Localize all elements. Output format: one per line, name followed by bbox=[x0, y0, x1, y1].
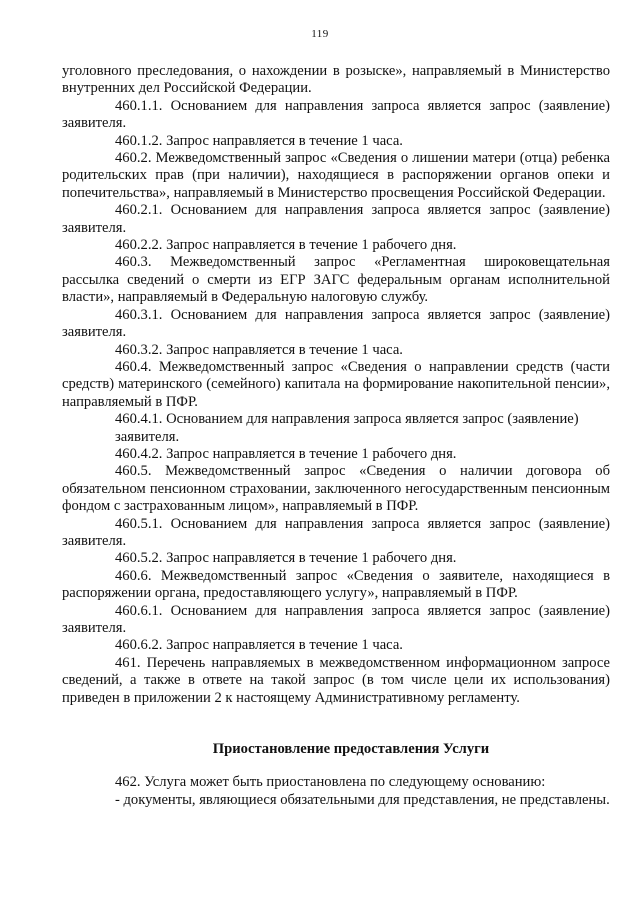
paragraph: 460.4.2. Запрос направляется в течение 1 рабочего дня. bbox=[115, 445, 457, 462]
document-body bbox=[62, 63, 610, 809]
section-heading: Приостановление предоставления Услуги bbox=[212, 741, 490, 758]
paragraph: - документы, являющиеся обязательными для представления, не представлены. bbox=[115, 791, 610, 808]
paragraph: 460.1.2. Запрос направляется в течение 1 часа. bbox=[115, 132, 403, 149]
paragraph: 460.5.2. Запрос направляется в течение 1 рабочего дня. bbox=[115, 550, 457, 567]
paragraph: 461. Перечень направляемых в межведомственном информационном запросе сведений, а также в ответе на такой запрос (в том числе цели их использования) приведен в приложении 2 к настоящему Административному регламенту. bbox=[62, 654, 610, 706]
paragraph: 460.5.1. Основанием для направления запроса является запрос (заявление) заявителя. bbox=[62, 515, 610, 549]
paragraph: 460.6.1. Основанием для направления запроса является запрос (заявление) заявителя. bbox=[62, 602, 610, 636]
paragraph: 460.3. Межведомственный запрос «Регламентная широковещательная рассылка сведений о смерти из ЕГР ЗАГС федеральным органам исполнительной власти», направляемый в Федеральную налоговую службу. bbox=[62, 254, 610, 306]
paragraph: 460.2.2. Запрос направляется в течение 1 рабочего дня. bbox=[115, 237, 457, 254]
paragraph: 460.6.2. Запрос направляется в течение 1 часа. bbox=[115, 637, 403, 654]
paragraph: 460.3.2. Запрос направляется в течение 1 часа. bbox=[115, 341, 403, 358]
paragraph: 460.6. Межведомственный запрос «Сведения о заявителе, находящиеся в распоряжении органа, предоставляющего услугу», направляемый в ПФР. bbox=[62, 567, 610, 602]
paragraph: 460.3.1. Основанием для направления запроса является запрос (заявление) заявителя. bbox=[62, 306, 610, 341]
paragraph: 460.5. Межведомственный запрос «Сведения о наличии договора об обязательном пенсионном страховании, заключенного негосударственным пенсионным фондом с застрахованным лицом», направляемый в ПФР. bbox=[62, 463, 610, 515]
paragraph: 460.1.1. Основанием для направления запроса является запрос (заявление) заявителя. bbox=[62, 97, 610, 132]
paragraph: 462. Услуга может быть приостановлена по следующему основанию: bbox=[115, 774, 546, 791]
paragraph: 460.4.1. Основанием для направления запроса является запрос (заявление) bbox=[115, 411, 579, 428]
paragraph: 460.2.1. Основанием для направления запроса является запрос (заявление) заявителя. bbox=[62, 202, 610, 236]
paragraph: 460.4. Межведомственный запрос «Сведения о направлении средств (части средств) материнского (семейного) капитала на формирование накопительной пенсии», направляемый в ПФР. bbox=[62, 358, 610, 410]
page-number: 119 bbox=[311, 28, 329, 40]
paragraph: 460.2. Межведомственный запрос «Сведения о лишении матери (отца) ребенка родительских прав (при наличии), находящиеся в распоряжении органов опеки и попечительства», направляемый в Министерство просвещения Российской Федерации. bbox=[62, 150, 610, 201]
paragraph: уголовного преследования, о нахождении в розыске», направляемый в Министерство внутренних дел Российской Федерации. bbox=[62, 63, 610, 97]
paragraph: заявителя. bbox=[115, 428, 180, 445]
